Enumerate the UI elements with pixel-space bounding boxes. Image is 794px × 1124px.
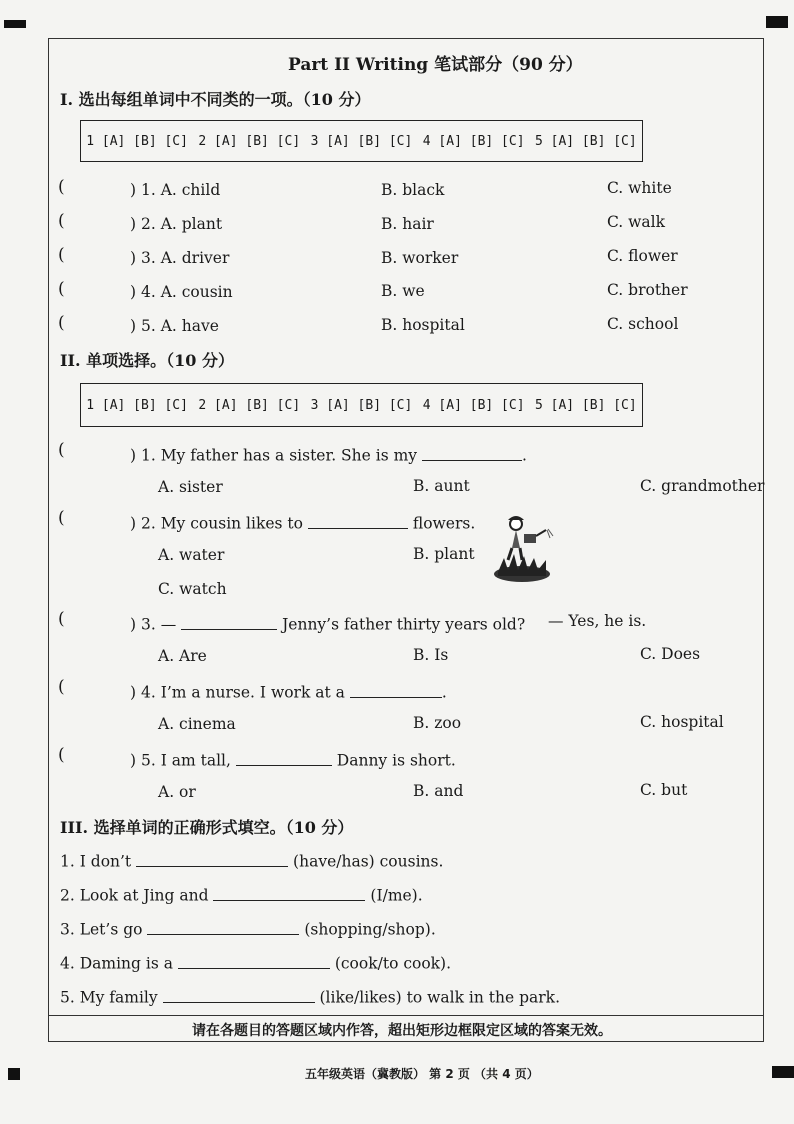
option-a: A. water [158,546,225,564]
answer-paren[interactable]: ( [58,177,65,197]
footer-divider [48,1015,764,1016]
question-5 [130,749,456,770]
option-b: B. Is [413,646,449,664]
question-stem: ) 5. I am tall, [130,751,231,770]
question-2 [130,512,475,533]
item-suffix: (cook/to cook). [334,954,452,973]
answer-option-1[interactable]: 1 [A] [B] [C] [86,397,188,413]
answer-paren[interactable]: ( [58,313,65,333]
fill-blank[interactable] [350,681,442,698]
question-3-reply: — Yes, he is. [548,612,647,630]
option-c: C. watch [158,580,227,598]
fill-blank[interactable] [308,512,408,529]
item-prefix: 5. My family [60,988,158,1007]
answer-option-2[interactable]: 2 [A] [B] [C] [198,397,301,413]
answer-paren[interactable]: ( [58,677,65,697]
option-b: B. worker [381,249,459,267]
section3-item-3 [60,918,436,939]
option-c: C. brother [607,281,688,299]
answer-option-4[interactable]: 4 [A] [B] [C] [422,397,525,413]
answer-paren[interactable]: ( [58,211,65,231]
item-suffix: (like/likes) to walk in the park. [319,988,560,1007]
option-a: A. sister [158,478,223,496]
fill-blank[interactable] [147,918,299,935]
answer-option-4[interactable]: 4 [A] [B] [C] [422,133,525,149]
registration-mark-top-right [766,16,788,28]
question-stem: ) 4. A. cousin [130,283,233,301]
option-c: C. grandmother [640,477,765,495]
registration-mark-bottom-left [8,1068,20,1080]
section3-item-2 [60,884,423,905]
section1-heading: I. 选出每组单词中不同类的一项。（10 分） [60,90,371,109]
option-c: C. school [607,315,679,333]
question-stem-end: flowers. [412,514,476,533]
answer-paren[interactable]: ( [58,440,65,460]
item-suffix: (have/has) cousins. [293,852,444,871]
item-suffix: (I/me). [370,886,423,905]
answer-option-5[interactable]: 5 [A] [B] [C] [534,397,637,413]
question-stem: ) 1. My father has a sister. She is my [130,446,418,465]
answer-paren[interactable]: ( [58,245,65,265]
section2-heading: II. 单项选择。（10 分） [60,351,234,370]
question-stem: ) 2. A. plant [130,215,223,233]
question-stem: ) 3. — [130,615,177,634]
answer-paren[interactable]: ( [58,279,65,299]
fill-blank[interactable] [178,952,330,969]
answer-option-2[interactable]: 2 [A] [B] [C] [198,133,301,149]
option-c: C. flower [607,247,678,265]
question-3 [130,613,525,634]
option-a: A. or [158,783,196,801]
answer-paren[interactable]: ( [58,745,65,765]
section3-item-1 [60,850,443,871]
option-b: B. aunt [413,477,470,495]
option-b: B. zoo [413,714,462,732]
option-c: C. white [607,179,672,197]
question-1 [130,444,527,465]
answer-box-section2[interactable] [80,383,643,427]
page-title: Part II Writing 笔试部分（90 分） [288,55,583,75]
question-stem: ) 1. A. child [130,181,221,199]
question-stem-end: Danny is short. [336,751,456,770]
item-prefix: 1. I don’t [60,852,132,871]
item-prefix: 2. Look at Jing and [60,886,209,905]
option-b: B. hair [381,215,434,233]
question-4 [130,681,447,702]
fill-blank[interactable] [181,613,277,630]
answer-option-5[interactable]: 5 [A] [B] [C] [534,133,637,149]
answer-paren[interactable]: ( [58,609,65,629]
answer-option-1[interactable]: 1 [A] [B] [C] [86,133,188,149]
fill-blank[interactable] [136,850,288,867]
section3-heading: III. 选择单词的正确形式填空。（10 分） [60,818,354,837]
answer-box-section1[interactable] [80,120,643,162]
question-stem: ) 4. I’m a nurse. I work at a [130,683,345,702]
fill-blank[interactable] [163,986,315,1003]
option-b: B. and [413,782,464,800]
answer-option-3[interactable]: 3 [A] [B] [C] [310,397,413,413]
item-prefix: 3. Let’s go [60,920,143,939]
option-a: A. Are [158,647,207,665]
fill-blank[interactable] [213,884,365,901]
item-suffix: (shopping/shop). [304,920,436,939]
option-a: A. cinema [158,715,236,733]
registration-mark-bottom-right [772,1066,794,1078]
option-b: B. hospital [381,316,465,334]
gardener-watering-flowers-illustration [490,512,554,584]
option-b: B. plant [413,545,475,563]
option-b: B. we [381,282,425,300]
option-c: C. but [640,781,688,799]
option-c: C. hospital [640,713,724,731]
question-stem: ) 3. A. driver [130,249,230,267]
fill-blank[interactable] [236,749,332,766]
question-stem: ) 2. My cousin likes to [130,514,303,533]
option-b: B. black [381,181,445,199]
question-stem-end: Jenny’s father thirty years old? [282,615,526,634]
question-stem-end: . [521,446,527,465]
option-c: C. Does [640,645,701,663]
question-stem: ) 5. A. have [130,317,219,335]
registration-mark-top-left [4,20,26,28]
option-c: C. walk [607,213,666,231]
question-stem-end: . [441,683,447,702]
fill-blank[interactable] [422,444,522,461]
item-prefix: 4. Daming is a [60,954,173,973]
answer-area-notice: 请在各题目的答题区域内作答，超出矩形边框限定区域的答案无效。 [192,1023,612,1039]
answer-option-3[interactable]: 3 [A] [B] [C] [310,133,413,149]
section3-item-4 [60,952,451,973]
section3-item-5 [60,986,560,1007]
answer-paren[interactable]: ( [58,508,65,528]
page-number: 五年级英语（冀教版） 第 2 页 （共 4 页） [305,1067,539,1081]
